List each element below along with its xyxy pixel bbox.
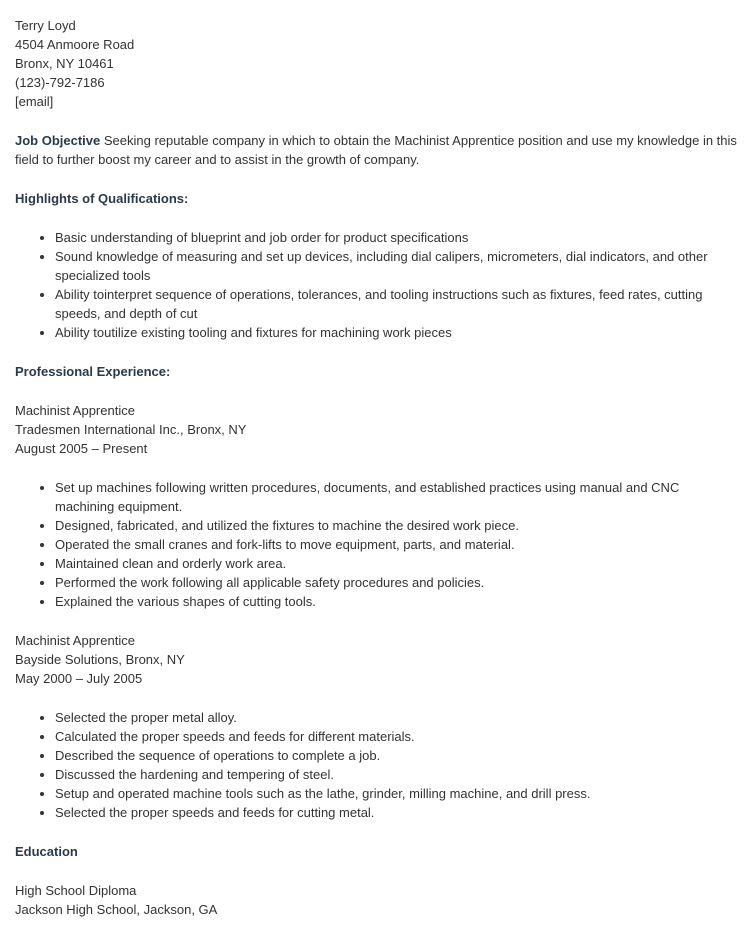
list-item: • Performed the work following all applicable safety procedures and policies. [55, 573, 737, 592]
list-item: • Selected the proper metal alloy. [55, 708, 737, 727]
contact-city: Bronx, NY 10461 [15, 56, 114, 71]
list-item: • Explained the various shapes of cutting tools. [55, 592, 737, 611]
objective-label: Job Objective [15, 133, 101, 148]
contact-name: Terry Loyd [15, 18, 76, 33]
objective-paragraph [15, 131, 737, 169]
list-item: • Calculated the proper speeds and feeds for different materials. [55, 727, 737, 746]
objective-text: Seeking reputable company in which to obtain the Machinist Apprentice position and use my knowledge in this field to further boost my career and to assist in the growth of company. [15, 133, 737, 167]
job-company: Bayside Solutions, Bronx, NY [15, 652, 185, 667]
job-dates: August 2005 – Present [15, 441, 148, 456]
job-duties-list [15, 478, 737, 611]
list-item: • Described the sequence of operations to complete a job. [55, 746, 737, 765]
list-item: • Set up machines following written procedures, documents, and established practices using manual and CNC machining equipment. [55, 478, 737, 516]
list-item: • Sound knowledge of measuring and set up devices, including dial calipers, micrometers, dial indicators, and other specialized tools [55, 247, 737, 285]
list-item: • Selected the proper speeds and feeds for cutting metal. [55, 803, 737, 822]
education-heading: Education [15, 844, 78, 859]
job-dates: May 2000 – July 2005 [15, 671, 143, 686]
job-title: Machinist Apprentice [15, 403, 135, 418]
job-header [15, 631, 737, 688]
job-header [15, 401, 737, 458]
education-block [15, 881, 737, 919]
list-item: • Maintained clean and orderly work area. [55, 554, 737, 573]
education-school: Jackson High School, Jackson, GA [15, 902, 218, 917]
contact-email: [email] [15, 94, 54, 109]
contact-address: 4504 Anmoore Road [15, 37, 135, 52]
list-item: • Setup and operated machine tools such as the lathe, grinder, milling machine, and drill press. [55, 784, 737, 803]
education-degree: High School Diploma [15, 883, 137, 898]
job-title: Machinist Apprentice [15, 633, 135, 648]
list-item: • Basic understanding of blueprint and job order for product specifications [55, 228, 737, 247]
qualifications-list [15, 228, 737, 342]
list-item: • Ability toutilize existing tooling and fixtures for machining work pieces [55, 323, 737, 342]
job-duties-list [15, 708, 737, 822]
contact-block [15, 16, 737, 111]
experience-heading: Professional Experience: [15, 364, 171, 379]
job-company: Tradesmen International Inc., Bronx, NY [15, 422, 247, 437]
list-item: • Ability tointerpret sequence of operations, tolerances, and tooling instructions such as fixtures, feed rates, cutting speeds, and depth of cut [55, 285, 737, 323]
qualifications-heading: Highlights of Qualifications: [15, 191, 189, 206]
list-item: • Designed, fabricated, and utilized the fixtures to machine the desired work piece. [55, 516, 737, 535]
contact-phone: (123)-792-7186 [15, 75, 105, 90]
list-item: • Discussed the hardening and tempering of steel. [55, 765, 737, 784]
list-item: • Operated the small cranes and fork-lifts to move equipment, parts, and material. [55, 535, 737, 554]
